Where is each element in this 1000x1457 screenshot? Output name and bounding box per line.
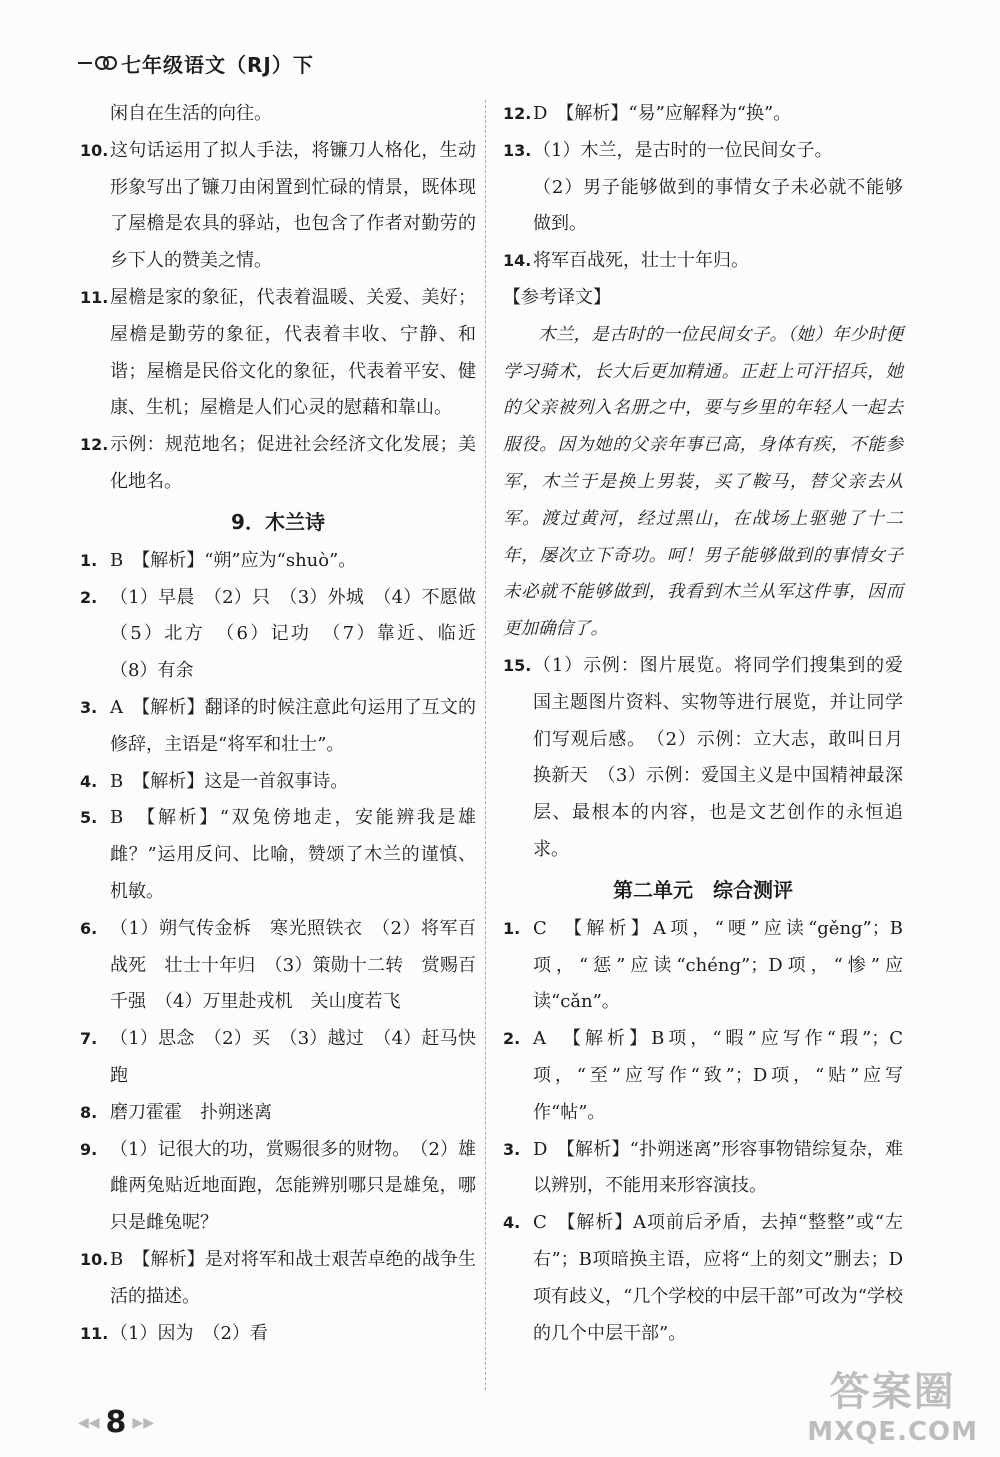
item-number: 7. bbox=[80, 1029, 98, 1049]
answer-item bbox=[80, 133, 476, 280]
item-text: 示例：规范地名；促进社会经济文化发展；美化地名。 bbox=[110, 434, 476, 492]
item-number: 2. bbox=[503, 1029, 521, 1049]
reference-translation-label: 【参考译文】 bbox=[503, 286, 611, 308]
item-text: （1）记很大的功，赏赐很多的财物。 （2）雄雌两兔贴近地面跑，怎能辨别哪只是雄兔，哪只是雌兔呢？ bbox=[110, 1138, 476, 1234]
answer-item bbox=[80, 764, 476, 801]
page-number: 8 bbox=[105, 1405, 127, 1440]
answer-item bbox=[503, 96, 903, 133]
section-title: 第二单元 综合测评 bbox=[613, 877, 793, 902]
item-text: 将军百战死，壮士十年归。 bbox=[533, 250, 749, 272]
item-text: （1）木兰，是古时的一位民间女子。 bbox=[533, 139, 833, 161]
item-number: 4. bbox=[80, 771, 98, 791]
item-text: （1）示例：图片展览。将同学们搜集到的爱国主题图片资料、实物等进行展览，并让同学们写观后感。 （2）示例：立大志，敢叫日月换新天 （3）示例：爱国主义是中国精神最深层、最根本的内容，也是文艺创作的永恒追求。 bbox=[533, 654, 903, 860]
item-number: 12. bbox=[503, 104, 532, 123]
item-text: A 【解析】翻译的时候注意此句运用了互文的修辞，主语是“将军和壮士”。 bbox=[110, 696, 476, 755]
header-dash bbox=[78, 62, 92, 64]
item-text: A 【解析】B项，“暇”应写作“瑕”；C项，“至”应写作“致”；D项，“贴”应写作“帖”。 bbox=[533, 1028, 903, 1123]
item-number: 10. bbox=[80, 1249, 109, 1269]
item-number: 12. bbox=[80, 435, 109, 455]
answer-item bbox=[80, 280, 476, 427]
answer-item bbox=[80, 1132, 476, 1242]
item-number: 1. bbox=[503, 918, 521, 938]
answer-item bbox=[80, 800, 476, 910]
item-number: 11. bbox=[80, 287, 109, 307]
answer-item bbox=[80, 1242, 476, 1316]
item-number: 15. bbox=[503, 655, 532, 675]
item-text: 屋檐是家的象征，代表着温暖、关爱、美好；屋檐是勤劳的象征，代表着丰收、宁静、和谐；屋檐是民俗文化的象征，代表着平安、健康、生机；屋檐是人们心灵的慰藉和靠山。 bbox=[110, 286, 476, 419]
page-header bbox=[78, 48, 314, 78]
right-column bbox=[503, 96, 903, 1352]
item-text: 磨刀霍霍 扑朔迷离 bbox=[110, 1101, 272, 1123]
answer-item bbox=[80, 1095, 476, 1132]
item-number: 6. bbox=[80, 918, 98, 938]
item-number: 14. bbox=[503, 251, 532, 271]
item-text: B 【解析】是对将军和战士艰苦卓绝的战争生活的描述。 bbox=[110, 1248, 476, 1307]
item-text: B 【解析】“朔”应为“shuò”。 bbox=[110, 549, 357, 571]
item-text: 这句话运用了拟人手法，将镰刀人格化，生动形象写出了镰刀由闲置到忙碌的情景，既体现了屋檐是农具的驿站，也包含了作者对勤劳的乡下人的赞美之情。 bbox=[110, 139, 476, 272]
answer-item bbox=[503, 1132, 903, 1206]
right-arrow-icon: ▶▶ bbox=[132, 1414, 154, 1431]
reference-translation: 木兰，是古时的一位民间女子。（她）年少时便学习骑术，长大后更加精通。正赶上可汗招兵，她的父亲被列入名册之中，要与乡里的年轻人一起去服役。因为她的父亲年事已高，身体有疾，不能参军，木兰于是换上男装，买了鞍马，替父亲去从军。渡过黄河，经过黑山，在战场上驱驰了十二年，屡次立下奇功。呵！男子能够做到的事情女子未必就不能够做到，我看到木兰从军这件事，因而更加确信了。 bbox=[503, 324, 903, 640]
answer-item bbox=[503, 133, 903, 243]
header-logo-icon bbox=[95, 55, 117, 71]
answer-item bbox=[503, 911, 903, 1021]
item-text: （2）男子能够做到的事情女子未必就不能够做到。 bbox=[533, 176, 903, 235]
item-text: C 【解析】A项前后矛盾，去掉“整整”或“左右”；B项暗换主语，应将“上的刻文”删去；D项有歧义，“几个学校的中层干部”可改为“学校的几个中层干部”。 bbox=[533, 1212, 903, 1344]
watermark-logo bbox=[807, 1360, 978, 1447]
item-text: B 【解析】“双兔傍地走，安能辨我是雄雌？”运用反问、比喻，赞颂了木兰的谨慎、机敏。 bbox=[110, 807, 476, 902]
header-title: 七年级语文（RJ）下 bbox=[121, 52, 314, 77]
item-text: B 【解析】这是一首叙事诗。 bbox=[110, 770, 349, 792]
answer-item bbox=[80, 580, 494, 690]
item-number: 4. bbox=[503, 1213, 521, 1233]
continued-paragraph: 闲自在生活的向往。 bbox=[110, 103, 272, 124]
left-column bbox=[80, 96, 494, 1352]
item-number: 11. bbox=[80, 1323, 109, 1343]
item-text: （1）朔气传金柝 寒光照铁衣 （2）将军百战死 壮士十年归 （3）策勋十二转 赏赐百千强 （4）万里赴戎机 关山度若飞 bbox=[110, 917, 476, 1013]
answer-item bbox=[80, 427, 476, 501]
item-text: C 【解析】A项，“哽”应读“gěng”；B项，“惩”应读“chéng”；D项，“惨”应读“cǎn”。 bbox=[533, 917, 903, 1013]
item-number: 3. bbox=[80, 697, 98, 717]
section-title: 9．木兰诗 bbox=[231, 509, 325, 534]
item-text: （1）思念 （2）买 （3）越过 （4）赶马快跑 bbox=[110, 1028, 476, 1086]
item-text: D 【解析】“易”应解释为“换”。 bbox=[533, 103, 792, 124]
item-number: 10. bbox=[80, 140, 109, 160]
item-text: （1）早晨 （2）只 （3）外城 （4）不愿做 （5）北方 （6）记功 （7）靠近、临近 （8）有余 bbox=[110, 586, 494, 682]
item-number: 5. bbox=[80, 808, 98, 828]
item-number: 8. bbox=[80, 1102, 98, 1122]
column-divider bbox=[485, 100, 486, 1390]
page-footer bbox=[78, 1405, 154, 1440]
item-number: 1. bbox=[80, 550, 98, 570]
answer-item bbox=[80, 543, 476, 580]
left-arrow-icon: ◀◀ bbox=[78, 1414, 100, 1431]
answer-item bbox=[503, 648, 903, 869]
watermark-text: 答案圈 bbox=[829, 1369, 956, 1415]
item-number: 3. bbox=[503, 1139, 521, 1159]
watermark-url: MXQE.COM bbox=[807, 1417, 978, 1447]
item-number: 2. bbox=[80, 587, 98, 607]
answer-item bbox=[80, 911, 476, 1021]
item-text: （1）因为 （2）看 bbox=[110, 1322, 268, 1344]
item-text: D 【解析】“扑朔迷离”形容事物错综复杂，难以辨别，不能用来形容演技。 bbox=[533, 1138, 903, 1197]
answer-item bbox=[503, 1205, 903, 1352]
answer-item bbox=[80, 1021, 476, 1095]
item-number: 9. bbox=[80, 1139, 98, 1159]
answer-item bbox=[80, 690, 476, 764]
item-number: 13. bbox=[503, 140, 532, 160]
answer-item bbox=[503, 1021, 903, 1131]
answer-item bbox=[503, 243, 903, 280]
answer-item bbox=[80, 1316, 476, 1353]
